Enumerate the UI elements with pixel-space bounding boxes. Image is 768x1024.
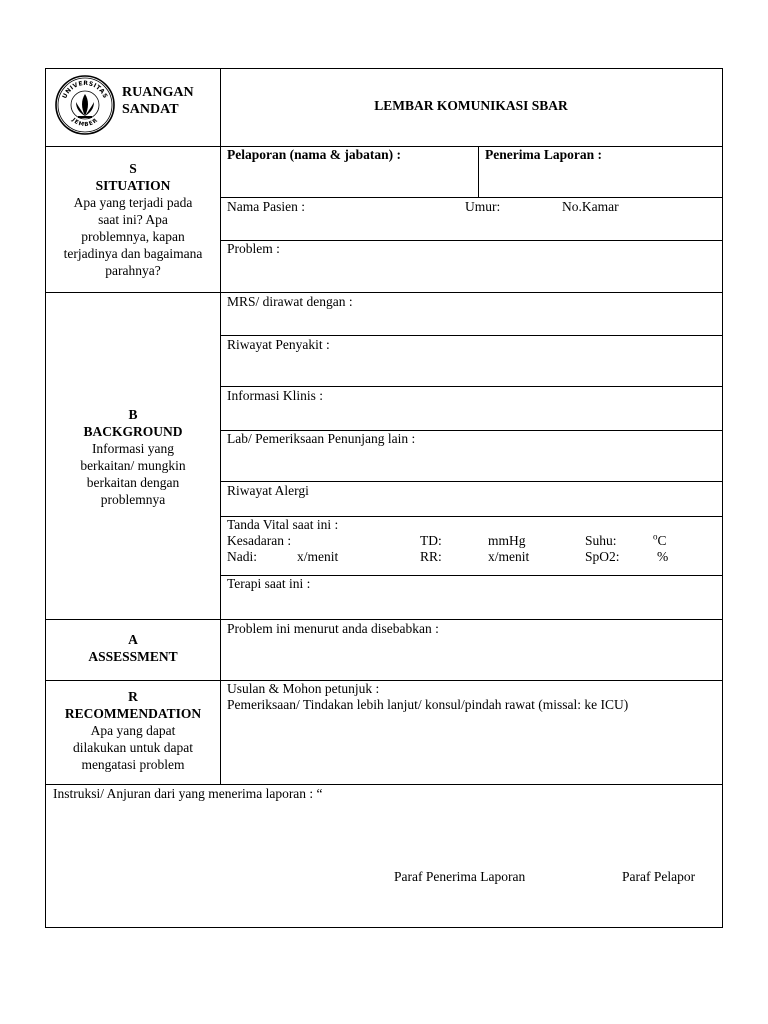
row-divider-patient — [220, 240, 722, 241]
left-column-divider — [220, 69, 221, 784]
row-divider-assessment — [46, 680, 722, 681]
celsius-unit — [653, 533, 667, 549]
spo2-label: SpO2: — [585, 549, 620, 564]
td-label: TD: — [420, 533, 442, 548]
row-divider-reporter — [220, 197, 722, 198]
clinical-info-field[interactable]: Informasi Klinis : — [227, 388, 323, 403]
reporter-signature[interactable]: Paraf Pelapor — [622, 869, 696, 884]
situation-desc-5: parahnya? — [105, 263, 161, 278]
recommendation-line2[interactable]: Pemeriksaan/ Tindakan lebih lanjut/ konsul/pindah rawat (missal: ke ICU) — [227, 697, 629, 712]
lab-field[interactable]: Lab/ Pemeriksaan Penunjang lain : — [227, 431, 416, 446]
assessment-field[interactable]: Problem ini menurut anda disebabkan : — [227, 621, 439, 636]
patient-name-field[interactable]: Nama Pasien : — [227, 199, 305, 214]
recommendation-desc-3: mengatasi problem — [81, 757, 185, 772]
room-label-line2: SANDAT — [122, 102, 179, 117]
row-divider-history — [220, 386, 722, 387]
situation-desc-1: Apa yang terjadi pada — [73, 195, 193, 210]
situation-label — [46, 160, 220, 279]
assessment-label — [46, 631, 220, 665]
situation-heading: SITUATION — [95, 178, 171, 193]
background-desc-3: berkaitan dengan — [86, 475, 180, 490]
recommendation-line1[interactable]: Usulan & Mohon petunjuk : — [227, 681, 380, 696]
form-title: LEMBAR KOMUNIKASI SBAR — [374, 98, 568, 113]
rr-unit: x/menit — [488, 549, 530, 564]
situation-desc-2: saat ini? Apa — [98, 212, 168, 227]
room-number-field[interactable]: No.Kamar — [562, 199, 619, 214]
celsius-letter: C — [657, 533, 667, 548]
row-divider-situation — [46, 292, 722, 293]
row-divider-recommendation — [46, 784, 722, 785]
room-label-line1: RUANGAN — [122, 85, 194, 100]
row-divider-lab — [220, 481, 722, 482]
allergy-field[interactable]: Riwayat Alergi — [227, 483, 309, 498]
recommendation-label — [46, 688, 220, 773]
therapy-field[interactable]: Terapi saat ini : — [227, 576, 311, 591]
situation-desc-4: terjadinya dan bagaimana — [63, 246, 203, 261]
recommendation-desc-2: dilakukan untuk dapat — [73, 740, 193, 755]
mrs-field[interactable]: MRS/ dirawat dengan : — [227, 294, 353, 309]
recommendation-desc-1: Apa yang dapat — [90, 723, 176, 738]
degree-sup: o — [653, 531, 658, 542]
background-desc-4: problemnya — [100, 492, 166, 507]
vitals-title: Tanda Vital saat ini : — [227, 517, 339, 532]
background-letter: B — [128, 407, 138, 422]
row-divider-background — [46, 619, 722, 620]
sbar-form — [45, 68, 723, 928]
background-heading: BACKGROUND — [83, 424, 183, 439]
age-field[interactable]: Umur: — [465, 199, 501, 214]
suhu-label: Suhu: — [585, 533, 617, 548]
instructions-field[interactable]: Instruksi/ Anjuran dari yang menerima laporan : “ — [53, 786, 323, 801]
svg-text:UNIVERSITAS: UNIVERSITAS — [61, 79, 109, 100]
situation-desc-3: problemnya, kapan — [81, 229, 185, 244]
rr-label: RR: — [420, 549, 442, 564]
reporter-field[interactable]: Pelaporan (nama & jabatan) : — [227, 147, 401, 162]
reporter-divider — [478, 146, 479, 197]
assessment-letter: A — [128, 632, 138, 647]
mmhg-unit: mmHg — [488, 533, 526, 548]
svg-text:JEMBER: JEMBER — [70, 117, 100, 129]
background-label — [46, 406, 220, 508]
receiver-field[interactable]: Penerima Laporan : — [485, 147, 602, 162]
pulse-unit: x/menit — [297, 549, 339, 564]
recommendation-letter: R — [128, 689, 138, 704]
situation-letter: S — [129, 161, 137, 176]
consciousness-field[interactable]: Kesadaran : — [227, 533, 292, 548]
background-desc-1: Informasi yang — [91, 441, 175, 456]
percent-unit: % — [657, 549, 669, 564]
assessment-heading: ASSESSMENT — [88, 649, 178, 664]
medical-history-field[interactable]: Riwayat Penyakit : — [227, 337, 330, 352]
row-divider-mrs — [220, 335, 722, 336]
problem-field[interactable]: Problem : — [227, 241, 280, 256]
university-logo-icon — [54, 74, 116, 136]
receiver-signature[interactable]: Paraf Penerima Laporan — [394, 869, 526, 884]
pulse-label: Nadi: — [227, 549, 257, 564]
background-desc-2: berkaitan/ mungkin — [80, 458, 186, 473]
recommendation-heading: RECOMMENDATION — [64, 706, 202, 721]
